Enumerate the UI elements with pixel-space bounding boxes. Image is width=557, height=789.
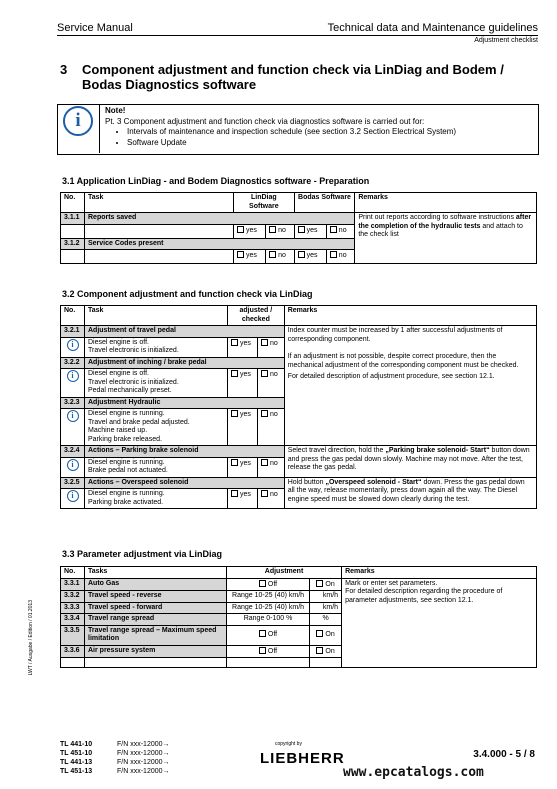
row-task: Travel range spread – Maximum speed limitation	[85, 625, 227, 645]
note-bullet: • Intervals of maintenance and inspection schedule (see section 3.2 Section Electrical System)	[127, 127, 456, 138]
section-number: 3	[60, 62, 68, 77]
row-task: Reports saved	[85, 213, 355, 225]
yes-checkbox[interactable]: yes	[228, 409, 258, 446]
row-no: 3.3.4	[61, 614, 85, 626]
serial-label: F/N xxx-12000→	[117, 741, 170, 748]
note-bullets	[105, 127, 456, 148]
serial-label: F/N xxx-12000→	[117, 768, 170, 775]
s33-heading: 3.3 Parameter adjustment via LinDiag	[62, 549, 223, 559]
model-label: TL 451-13	[60, 768, 93, 775]
info-icon: i	[67, 410, 79, 422]
info-icon: i	[67, 370, 79, 382]
s31-table	[60, 192, 537, 264]
model-label: TL 441-10	[60, 741, 93, 748]
info-icon: i	[67, 459, 79, 471]
edition-side-text: LWT / Ausgabe / Edition / 01.2013	[28, 600, 34, 676]
no-checkbox[interactable]: no	[266, 250, 295, 264]
yes-checkbox[interactable]: yes	[228, 457, 258, 477]
on-checkbox[interactable]: On	[310, 625, 342, 645]
value-field[interactable]: km/h	[310, 602, 342, 614]
s32-remark-block: Index counter must be increased by 1 after successful adjustments of corresponding component. If an adjustment is not possible, despite correct procedure, then the mechanical adjustment of the corresponding component must be checked. For detailed description of adjustment procedure, see section 12.1.	[284, 326, 536, 446]
no-checkbox[interactable]: no	[258, 489, 285, 509]
value-field[interactable]: %	[310, 614, 342, 626]
col-header: Adjustment	[227, 567, 342, 579]
yes-checkbox[interactable]: yes	[234, 250, 266, 264]
col-header: Tasks	[85, 567, 227, 579]
s31-heading: 3.1 Application LinDiag - and Bodem Diagnostics software - Preparation	[62, 176, 370, 186]
s33-remark: Mark or enter set parameters. For detailed description regarding the procedure of parameter adjustments, see section 12.1.	[342, 578, 537, 668]
yes-checkbox[interactable]: yes	[294, 250, 326, 264]
row-no: 3.2.4	[61, 446, 85, 458]
on-checkbox[interactable]: On	[310, 578, 342, 591]
row-task: Adjustment Hydraulic	[85, 397, 285, 409]
no-checkbox[interactable]: no	[326, 224, 355, 238]
row-detail: Diesel engine is running. Travel and brake pedal adjusted. Machine raised up. Parking brake released.	[85, 409, 228, 446]
note-bullet: • Software Update	[127, 138, 456, 149]
note-title: Note!	[105, 106, 126, 115]
no-checkbox[interactable]: no	[266, 224, 295, 238]
yes-checkbox[interactable]: yes	[228, 337, 258, 357]
s32-remark-parking: Select travel direction, hold the „Parking brake solenoid- Start“ button down and press the gas pedal down slowly. Machine may not move. After the test, release the gas pedal.	[284, 446, 536, 478]
value-field[interactable]: km/h	[310, 591, 342, 603]
row-task: Actions – Parking brake solenoid	[85, 446, 285, 458]
yes-checkbox[interactable]: yes	[228, 489, 258, 509]
no-checkbox[interactable]: no	[258, 457, 285, 477]
s32-remark-overspeed: Hold button „Overspeed solenoid - Start“ down. Press the gas pedal down all the way, release momentarily, press down again all the way. The Diesel engine speed must be slowed down clearly during the test.	[284, 477, 536, 509]
col-header: Remarks	[284, 306, 536, 326]
col-header: No.	[61, 193, 85, 213]
yes-checkbox[interactable]: yes	[294, 224, 326, 238]
range-label: Range 10-25 (40) km/h	[227, 591, 310, 603]
row-no: 3.3.2	[61, 591, 85, 603]
on-checkbox[interactable]: On	[310, 645, 342, 658]
row-task: Adjustment of inching / brake pedal	[85, 357, 285, 369]
col-header: No.	[61, 567, 85, 579]
yes-checkbox[interactable]: yes	[228, 369, 258, 398]
row-task: Travel range spread	[85, 614, 227, 626]
col-header: Remarks	[355, 193, 537, 213]
no-checkbox[interactable]: no	[258, 337, 285, 357]
copyright: copyright by	[275, 741, 302, 747]
range-label: Range 0-100 %	[227, 614, 310, 626]
s33-table	[60, 566, 537, 668]
row-detail: Diesel engine is running. Brake pedal not actuated.	[85, 457, 228, 477]
header-sub: Adjustment checklist	[474, 37, 538, 44]
no-checkbox[interactable]: no	[258, 369, 285, 398]
row-detail: Diesel engine is off. Travel electronic is initialized. Pedal mechanically preset.	[85, 369, 228, 398]
serial-label: F/N xxx-12000→	[117, 750, 170, 757]
s32-table	[60, 305, 537, 509]
row-no: 3.3.6	[61, 645, 85, 658]
row-no: 3.1.1	[61, 213, 85, 225]
yes-checkbox[interactable]: yes	[234, 224, 266, 238]
row-no: 3.2.3	[61, 397, 85, 409]
row-task: Travel speed - reverse	[85, 591, 227, 603]
serial-label: F/N xxx-12000→	[117, 759, 170, 766]
note-divider	[99, 104, 100, 153]
s32-heading: 3.2 Component adjustment and function check via LinDiag	[62, 289, 313, 299]
header-right: Technical data and Maintenance guidelines	[327, 22, 538, 34]
row-no: 3.2.1	[61, 326, 85, 338]
row-no: 3.2.2	[61, 357, 85, 369]
col-header: Remarks	[342, 567, 537, 579]
col-header: LinDiag Software	[234, 193, 295, 213]
info-icon: i	[63, 106, 93, 136]
row-no: 3.2.5	[61, 477, 85, 489]
col-header: adjusted / checked	[228, 306, 285, 326]
header-left: Service Manual	[57, 22, 133, 34]
liebherr-logo: LIEBHERR	[260, 750, 345, 767]
header-rule	[57, 35, 538, 36]
col-header: No.	[61, 306, 85, 326]
col-header: Bodas Software	[294, 193, 355, 213]
no-checkbox[interactable]: no	[258, 409, 285, 446]
row-task: Air pressure system	[85, 645, 227, 658]
model-label: TL 451-10	[60, 750, 93, 757]
row-no: 3.3.5	[61, 625, 85, 645]
footer-serials	[117, 740, 170, 776]
no-checkbox[interactable]: no	[326, 250, 355, 264]
note-content	[105, 106, 456, 148]
section-title: Component adjustment and function check via LinDiag and Bodem / Bodas Diagnostics software	[82, 62, 504, 92]
row-no: 3.3.1	[61, 578, 85, 591]
info-icon: i	[67, 490, 79, 502]
row-task: Service Codes present	[85, 238, 355, 250]
s31-remark: Print out reports according to software instructions after the completion of the hydraulic tests and attach to the check list	[355, 213, 537, 264]
info-icon: i	[67, 339, 79, 351]
off-checkbox[interactable]: Off	[227, 645, 310, 658]
col-header: Task	[85, 193, 234, 213]
row-no: 3.3.3	[61, 602, 85, 614]
footer-models	[60, 740, 92, 776]
row-task: Adjustment of travel pedal	[85, 326, 285, 338]
watermark: www.epcatalogs.com	[343, 765, 484, 780]
row-detail: Diesel engine is off. Travel electronic is initialized.	[85, 337, 228, 357]
off-checkbox[interactable]: Off	[227, 625, 310, 645]
row-no: 3.1.2	[61, 238, 85, 250]
off-checkbox[interactable]: Off	[227, 578, 310, 591]
page-number: 3.4.000 - 5 / 8	[473, 749, 535, 760]
row-detail: Diesel engine is running. Parking brake activated.	[85, 489, 228, 509]
range-label: Range 10-25 (40) km/h	[227, 602, 310, 614]
row-task: Auto Gas	[85, 578, 227, 591]
note-text: Pt. 3 Component adjustment and function check via diagnostics software is carried out for:	[105, 116, 425, 126]
col-header: Task	[85, 306, 228, 326]
row-task: Actions – Overspeed solenoid	[85, 477, 285, 489]
model-label: TL 441-13	[60, 759, 93, 766]
row-task: Travel speed - forward	[85, 602, 227, 614]
